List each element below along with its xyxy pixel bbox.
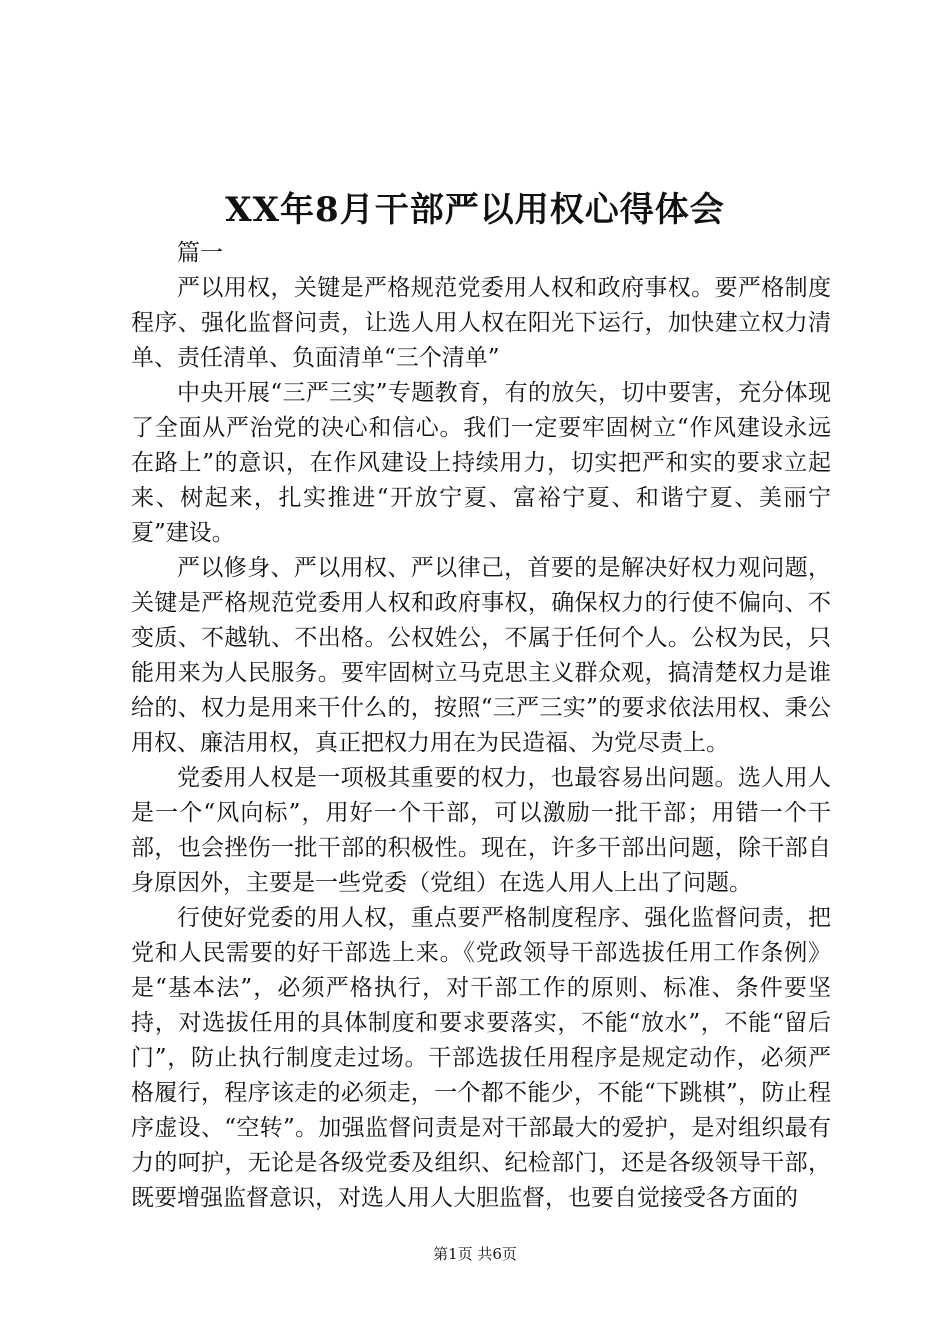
- page-footer: 第1页 共6页: [433, 1245, 517, 1263]
- document-title: XX年8月干部严以用权心得体会: [225, 190, 725, 230]
- paragraph: 行使好党委的用人权，重点要严格制度程序、强化监督问责，把党和人民需要的好干部选上来。《党政领导干部选拔任用工作条例》是“基本法”，必须严格执行，对干部工作的原则、标准、条件要坚持，对选拔任用的具体制度和要求要落实，不能“放水”，不能“留后门”，防止执行制度走过场。干部选拔任用程序是规定动作，必须严格履行，程序该走的必须走，一个都不能少，不能“下跳棋”，防止程序虚设、“空转”。加强监督问责是对干部最大的爱护，是对组织最有力的呵护，无论是各级党委及组织、纪检部门，还是各级领导干部，既要增强监督意识，对选人用人大胆监督，也要自觉接受各方面的: [131, 905, 831, 1211]
- paragraph: 中央开展“三严三实”专题教育，有的放矢，切中要害，充分体现了全面从严治党的决心和信心。我们一定要牢固树立“作风建设永远在路上”的意识，在作风建设上持续用力，切实把严和实的要求立起来、树起来，扎实推进“开放宁夏、富裕宁夏、和谐宁夏、美丽宁夏”建设。: [131, 380, 831, 546]
- section-label: 篇一: [177, 240, 223, 266]
- paragraph: 严以用权，关键是严格规范党委用人权和政府事权。要严格制度程序、强化监督问责，让选人用人权在阳光下运行，加快建立权力清单、责任清单、负面清单“三个清单”: [131, 275, 831, 371]
- document-body: [131, 236, 831, 1216]
- paragraph: 党委用人权是一项极其重要的权力，也最容易出问题。选人用人是一个“风向标”，用好一个干部，可以激励一批干部；用错一个干部，也会挫伤一批干部的积极性。现在，许多干部出问题，除干部自身原因外，主要是一些党委（党组）在选人用人上出了问题。: [131, 765, 831, 896]
- paragraph: 严以修身、严以用权、严以律己，首要的是解决好权力观问题，关键是严格规范党委用人权和政府事权，确保权力的行使不偏向、不变质、不越轨、不出格。公权姓公，不属于任何个人。公权为民，只能用来为人民服务。要牢固树立马克思主义群众观，搞清楚权力是谁给的、权力是用来干什么的，按照“三严三实”的要求依法用权、秉公用权、廉洁用权，真正把权力用在为民造福、为党尽责上。: [131, 555, 831, 756]
